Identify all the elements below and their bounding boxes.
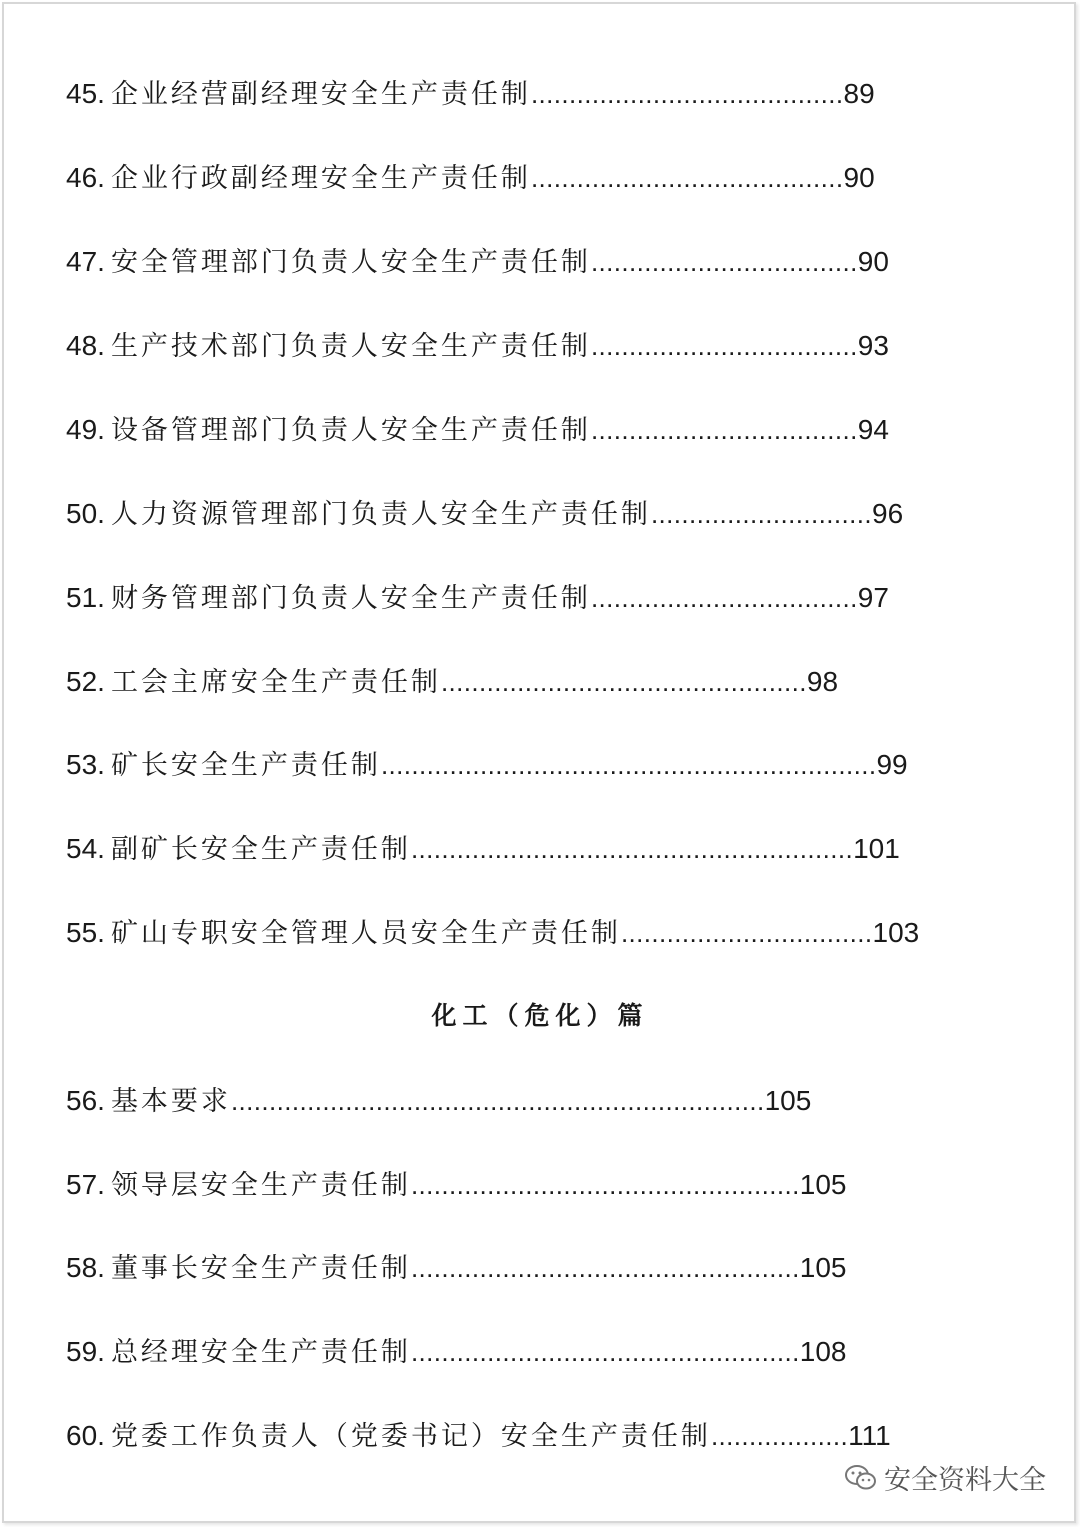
entry-page-number: 111 [848, 1420, 891, 1451]
entry-number: 58. [66, 1252, 105, 1283]
entry-page-number: 99 [876, 749, 908, 780]
entry-title: 矿山专职安全管理人员安全生产责任制 [110, 918, 621, 949]
toc-entry[interactable] [66, 662, 838, 702]
leader-dots: ................................................... [410, 1253, 800, 1283]
entry-number: 54. [66, 833, 105, 864]
entry-title: 财务管理部门负责人安全生产责任制 [110, 583, 591, 614]
entry-title: 企业经营副经理安全生产责任制 [110, 79, 531, 110]
entry-title: 副矿长安全生产责任制 [110, 834, 411, 865]
entry-title: 党委工作负责人（党委书记）安全生产责任制 [110, 1421, 711, 1452]
leader-dots: ................................... [590, 247, 858, 277]
entry-title: 人力资源管理部门负责人安全生产责任制 [110, 499, 651, 530]
entry-number: 46. [66, 162, 105, 193]
toc-entry[interactable] [66, 578, 889, 618]
leader-dots: ...................................................................... [230, 1086, 765, 1116]
entry-number: 53. [66, 749, 105, 780]
entry-title: 工会主席安全生产责任制 [110, 667, 441, 698]
entry-page-number: 105 [799, 1169, 847, 1200]
leader-dots: ................................................... [410, 1337, 800, 1367]
entry-number: 51. [66, 582, 105, 613]
entry-number: 47. [66, 246, 105, 277]
toc-entry[interactable] [66, 1165, 846, 1205]
entry-page-number: 101 [853, 833, 900, 864]
leader-dots: ................................... [590, 415, 858, 445]
toc-entry[interactable] [66, 326, 889, 366]
leader-dots: ................................................ [440, 667, 807, 697]
leader-dots: .................. [710, 1421, 849, 1451]
entry-page-number: 103 [872, 917, 920, 948]
leader-dots: ......................................... [530, 79, 844, 109]
source-watermark [844, 1458, 1046, 1497]
entry-page-number: 96 [872, 498, 904, 529]
entry-number: 55. [66, 917, 105, 948]
entry-page-number: 105 [764, 1085, 812, 1116]
section-heading: 化工（危化）篇 [431, 1001, 649, 1030]
entry-number: 57. [66, 1169, 105, 1200]
wechat-icon [844, 1463, 878, 1493]
toc-entry[interactable] [66, 74, 875, 114]
entry-page-number: 94 [857, 414, 889, 445]
toc-entry[interactable] [66, 913, 919, 953]
toc-entry[interactable] [66, 1332, 846, 1372]
entry-page-number: 97 [857, 582, 889, 613]
leader-dots: ................................. [620, 918, 873, 948]
toc-entry[interactable] [66, 242, 889, 282]
leader-dots: ................................................... [410, 1170, 800, 1200]
toc-entry[interactable] [66, 1416, 891, 1456]
toc-entry[interactable] [66, 745, 908, 785]
entry-number: 60. [66, 1420, 105, 1451]
leader-dots: ................................................................. [380, 750, 877, 780]
entry-title: 领导层安全生产责任制 [110, 1170, 411, 1201]
entry-page-number: 108 [799, 1336, 847, 1367]
leader-dots: ................................... [590, 583, 858, 613]
entry-title: 总经理安全生产责任制 [110, 1337, 411, 1368]
entry-page-number: 90 [843, 162, 875, 193]
entry-number: 48. [66, 330, 105, 361]
entry-title: 基本要求 [110, 1086, 231, 1117]
entry-title: 董事长安全生产责任制 [110, 1253, 411, 1284]
entry-number: 45. [66, 78, 105, 109]
toc-entry[interactable] [66, 829, 900, 869]
entry-page-number: 105 [799, 1252, 847, 1283]
toc-entry[interactable] [66, 494, 903, 534]
toc-entry[interactable] [66, 1081, 811, 1121]
entry-number: 50. [66, 498, 105, 529]
entry-number: 56. [66, 1085, 105, 1116]
entry-title: 矿长安全生产责任制 [110, 750, 381, 781]
leader-dots: ................................... [590, 331, 858, 361]
toc-entry[interactable] [66, 158, 875, 198]
entry-page-number: 93 [857, 330, 889, 361]
entry-number: 52. [66, 666, 105, 697]
entry-number: 49. [66, 414, 105, 445]
entry-title: 安全管理部门负责人安全生产责任制 [110, 247, 591, 278]
entry-number: 59. [66, 1336, 105, 1367]
leader-dots: ............................. [650, 499, 873, 529]
leader-dots: .......................................................... [410, 834, 854, 864]
entry-title: 设备管理部门负责人安全生产责任制 [110, 415, 591, 446]
entry-page-number: 90 [857, 246, 889, 277]
toc-entry[interactable] [66, 410, 889, 450]
watermark-text: 安全资料大全 [884, 1465, 1046, 1496]
entry-title: 企业行政副经理安全生产责任制 [110, 163, 531, 194]
entry-page-number: 89 [843, 78, 875, 109]
leader-dots: ......................................... [530, 163, 844, 193]
toc-entry[interactable] [66, 1248, 846, 1288]
entry-title: 生产技术部门负责人安全生产责任制 [110, 331, 591, 362]
entry-page-number: 98 [806, 666, 839, 697]
